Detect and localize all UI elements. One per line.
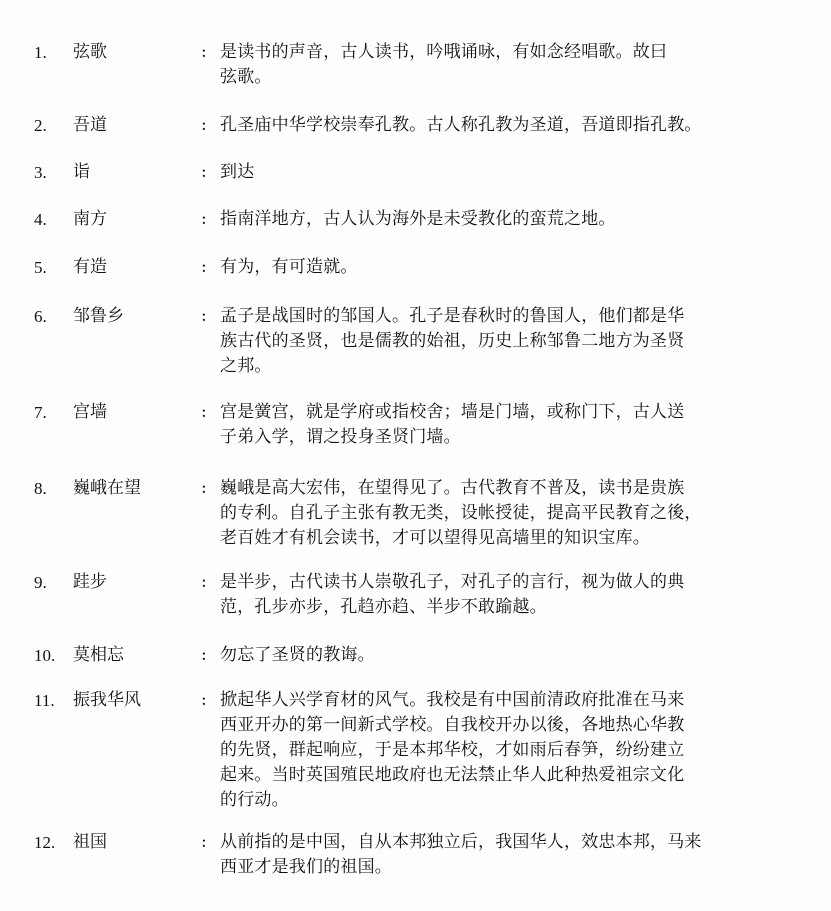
entry-colon: : (201, 162, 207, 182)
definition-line: 起来。当时英国殖民地政府也无法禁止华人此种热爱祖宗文化 (220, 765, 685, 785)
definition-line: 弦歌。 (220, 67, 272, 87)
entry-number: 4. (34, 210, 47, 229)
entry-colon: : (201, 115, 207, 135)
entry-term: 有造 (73, 257, 107, 277)
definition-line: 之邦。 (220, 356, 272, 376)
definition-line: 从前指的是中国，自从本邦独立后，我国华人，效忠本邦，马来 (220, 832, 702, 852)
entry-term: 跬步 (73, 572, 107, 592)
definition-line: 孟子是战国时的邹国人。孔子是春秋时的鲁国人，他们都是华 (220, 306, 685, 326)
entry-definition (220, 570, 816, 620)
entry-term: 巍峨在望 (73, 478, 141, 498)
definition-line: 族古代的圣贤，也是儒教的始祖，历史上称邹鲁二地方为圣贤 (220, 331, 685, 351)
entry-definition (220, 400, 816, 450)
definition-line: 西亚才是我们的祖国。 (220, 857, 392, 877)
definition-line: 勿忘了圣贤的教诲。 (220, 645, 375, 665)
entry-definition (220, 830, 816, 880)
entry-definition (220, 643, 816, 668)
entry-colon: : (201, 42, 207, 62)
entry-number: 1. (34, 43, 47, 62)
definition-line: 的行动。 (220, 790, 289, 810)
entry-term: 振我华风 (73, 690, 141, 710)
definition-line: 范，孔步亦步，孔趋亦趋、半步不敢踰越。 (220, 597, 547, 617)
entry-colon: : (201, 645, 207, 665)
definition-line: 子弟入学，谓之投身圣贤门墙。 (220, 427, 461, 447)
definition-line: 是半步，古代读书人崇敬孔子，对孔子的言行，视为做人的典 (220, 572, 685, 592)
entry-term: 莫相忘 (73, 645, 124, 665)
entry-definition (220, 160, 816, 185)
definition-line: 的先贤，群起响应，于是本邦华校，才如雨后春笋，纷纷建立 (220, 740, 685, 760)
entry-colon: : (201, 832, 207, 852)
definition-line: 有为，有可造就。 (220, 257, 358, 277)
definition-line: 掀起华人兴学育材的风气。我校是有中国前清政府批准在马来 (220, 690, 685, 710)
entry-definition (220, 207, 816, 232)
definition-line: 的专利。自孔子主张有教无类，设帐授徒，提高平民教育之後， (220, 503, 702, 523)
entry-term: 祖国 (73, 832, 107, 852)
entry-definition (220, 40, 816, 90)
entry-term: 邹鲁乡 (73, 306, 124, 326)
entry-number: 8. (34, 479, 47, 498)
entry-number: 12. (34, 833, 56, 852)
definition-line: 到达 (220, 162, 255, 182)
definition-line: 老百姓才有机会读书，才可以望得见高墙里的知识宝库。 (220, 528, 650, 548)
entry-number: 3. (34, 163, 47, 182)
entry-colon: : (201, 402, 207, 422)
entry-term: 南方 (73, 209, 107, 229)
entry-number: 10. (34, 646, 56, 665)
entry-number: 5. (34, 258, 47, 277)
entry-colon: : (201, 306, 207, 326)
definition-line: 巍峨是高大宏伟，在望得见了。古代教育不普及，读书是贵族 (220, 478, 685, 498)
entry-term: 诣 (73, 162, 90, 182)
entry-definition (220, 255, 816, 280)
entry-number: 9. (34, 573, 47, 592)
entry-definition (220, 476, 816, 551)
definition-line: 是读书的声音，古人读书，吟哦诵咏，有如念经唱歌。故曰 (220, 42, 668, 62)
entry-colon: : (201, 209, 207, 229)
definition-line: 宫是黉宫，就是学府或指校舍；墙是门墙，或称门下，古人送 (220, 402, 685, 422)
entry-term: 吾道 (73, 115, 107, 135)
entry-definition (220, 304, 816, 379)
entry-number: 6. (34, 307, 47, 326)
entry-definition (220, 688, 816, 813)
entry-term: 弦歌 (73, 42, 107, 62)
entry-definition (220, 113, 816, 138)
entry-colon: : (201, 690, 207, 710)
entry-number: 2. (34, 116, 47, 135)
definition-line: 西亚开办的第一间新式学校。自我校开办以後，各地热心华教 (220, 715, 685, 735)
entry-number: 7. (34, 403, 47, 422)
entry-term: 宫墙 (73, 402, 107, 422)
entry-colon: : (201, 257, 207, 277)
entry-colon: : (201, 478, 207, 498)
entry-number: 11. (34, 691, 55, 710)
definition-line: 指南洋地方，古人认为海外是未受教化的蛮荒之地。 (220, 209, 616, 229)
entry-colon: : (201, 572, 207, 592)
definition-line: 孔圣庙中华学校崇奉孔教。古人称孔教为圣道，吾道即指孔教。 (220, 115, 702, 135)
